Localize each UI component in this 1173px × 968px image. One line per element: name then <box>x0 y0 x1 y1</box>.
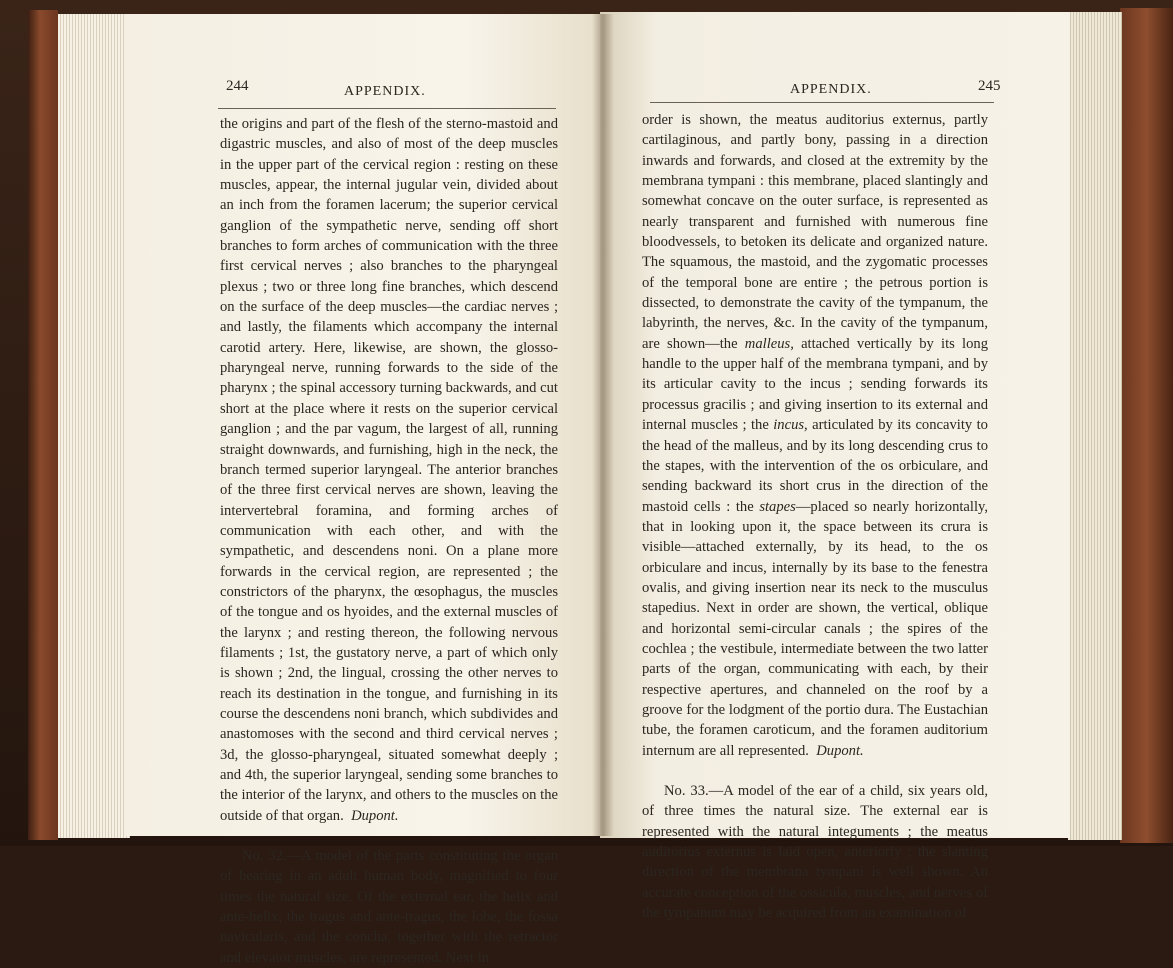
right-running-header: APPENDIX. <box>790 82 872 97</box>
right-p1-part-b: attached vertically by its long handle to the upper half of the membrana tympani, and by its articular cavity to the incus ; sending forwards its processus gracilis ; and giving insertion to its external and internal muscles ; the <box>642 335 988 434</box>
right-p1-part-a: order is shown, the meatus auditorius externus, partly cartilaginous, and partly bony, passing in a direction inwards and forwards, and closed at the extremity by the membrana tympani : this membrane, placed slantingly and somewhat concave on the outer surface, is represented as nearly transparent and furnished with numerous fine bloodvessels, to betoken its delicate and organized nature. The squamous, the mastoid, and the zygomatic processes of the temporal bone are entire ; the petrous portion is dissected, to demonstrate the cavity of the tympanum, the labyrinth, the nerves, &c. In the cavity of the tympanum, are shown—the <box>642 112 988 352</box>
right-cover-edge <box>1120 8 1173 843</box>
left-page-edges <box>58 14 130 838</box>
right-page <box>600 12 1070 922</box>
left-page-number: 244 <box>226 78 249 94</box>
left-paragraph-2: No. 32.—A model of the parts constituting the organ of hearing in an adult human body, magnified to four times the natural size. Of the external ear, the helix and ante-helix, the tragus and ante-tragus, the lobe, the fossa navicularis, and the concha, together with the retractor and elevator muscles, are represented. Next in <box>220 848 558 966</box>
right-paragraph-1 <box>642 110 988 761</box>
left-cover-edge <box>28 10 58 840</box>
right-p1-part-c: articulated by its concavity to the head of the malleus, and by its long descending crus to the stapes, with the intervention of the os orbiculare, and sending backward its short crus in the direction of the mastoid cells : the <box>642 417 988 515</box>
left-page <box>124 14 610 966</box>
right-paragraph-2: No. 33.—A model of the ear of a child, six years old, of three times the natural size. The external ear is represented with the natural integuments ; the meatus auditorius externus is laid open, anteriorly ; the slanting direction of the membrana tympani is well shown. An accurate conception of the ossicula, muscles, and nerves of the tympanum may be acquired from an examination of <box>642 783 988 922</box>
term-malleus: malleus, <box>744 335 794 352</box>
left-paragraph-1 <box>220 114 558 826</box>
book-gutter-shadow <box>592 14 614 836</box>
right-body-text <box>642 110 988 923</box>
right-p1-part-d: —placed so nearly horizontally, that in looking upon it, the space between its crura is visible—attached externally, by its head, to the os orbiculare and incus, internally by its base to the fenestra ovalis, and giving insertion near its neck to the musculus stapedius. Next in order are shown, the vertical, oblique and horizontal semi-circular canals ; the spires of the cochlea ; the vestibule, intermediate between the two latter parts of the organ, communicating with each, by their respective apertures, and channeled on the roof by a groove for the lodgment of the portio dura. The Eustachian tube, the foramen caroticum, and the foramen auditorium internum are all represented. <box>642 498 989 759</box>
left-header-rule <box>218 108 556 109</box>
left-signature: Dupont. <box>351 807 399 824</box>
right-page-edges <box>1068 12 1122 840</box>
right-header-rule <box>650 102 994 103</box>
term-stapes: stapes <box>759 498 796 515</box>
term-incus: incus, <box>773 417 808 434</box>
right-page-number: 245 <box>978 78 1001 94</box>
left-paragraph-1-text: the origins and part of the flesh of the sterno-mastoid and digastric muscles, and also of most of the deep muscles in the upper part of the cervical region : resting on these muscles, appear, the internal jugular vein, divided about an inch from the foramen lacerum; the superior cervical ganglion of the sympathetic nerve, sending off short branches to form arches of communication with the three first cervical nerves ; also branches to the pharyngeal plexus ; two or three long fine branches, which descend on the surface of the deep muscles—the cardiac nerves ; and lastly, the filaments which accompany the internal carotid artery. Here, likewise, are shown, the glosso-pharyngeal nerve, running forwards to the side of the pharynx ; the spinal accessory turning backwards, and cut short at the place where it rests on the superior cervical ganglion ; and the par vagum, the largest of all, running straight downwards, and furnishing, high in the neck, the branch termed superior laryngeal. The anterior branches of the three first cervical nerves are shown, leaving the intervertebral foramina, and forming arches of communication with each other, and with the sympathetic, and descendens noni. On a plane more forwards in the cervical region, are represented ; the constrictors of the pharynx, the œsophagus, the muscles of the tongue and os hyoides, and the external muscles of the larynx ; and resting thereon, the following nervous filaments ; 1st, the gustatory nerve, a part of which only is shown ; 2nd, the lingual, crossing the other nerves to reach its destination in the tongue, and furnishing in its course the descendens noni branch, which subdivides and anastomoses with the second and third cervical nerves ; 3d, the glosso-pharyngeal, situated somewhat deeply ; and 4th, the superior laryngeal, sending some branches to the interior of the larynx, and others to the muscles on the outside of that organ. <box>220 116 558 824</box>
left-running-header: APPENDIX. <box>344 84 426 99</box>
right-signature: Dupont. <box>816 742 864 759</box>
left-body-text <box>220 114 558 968</box>
